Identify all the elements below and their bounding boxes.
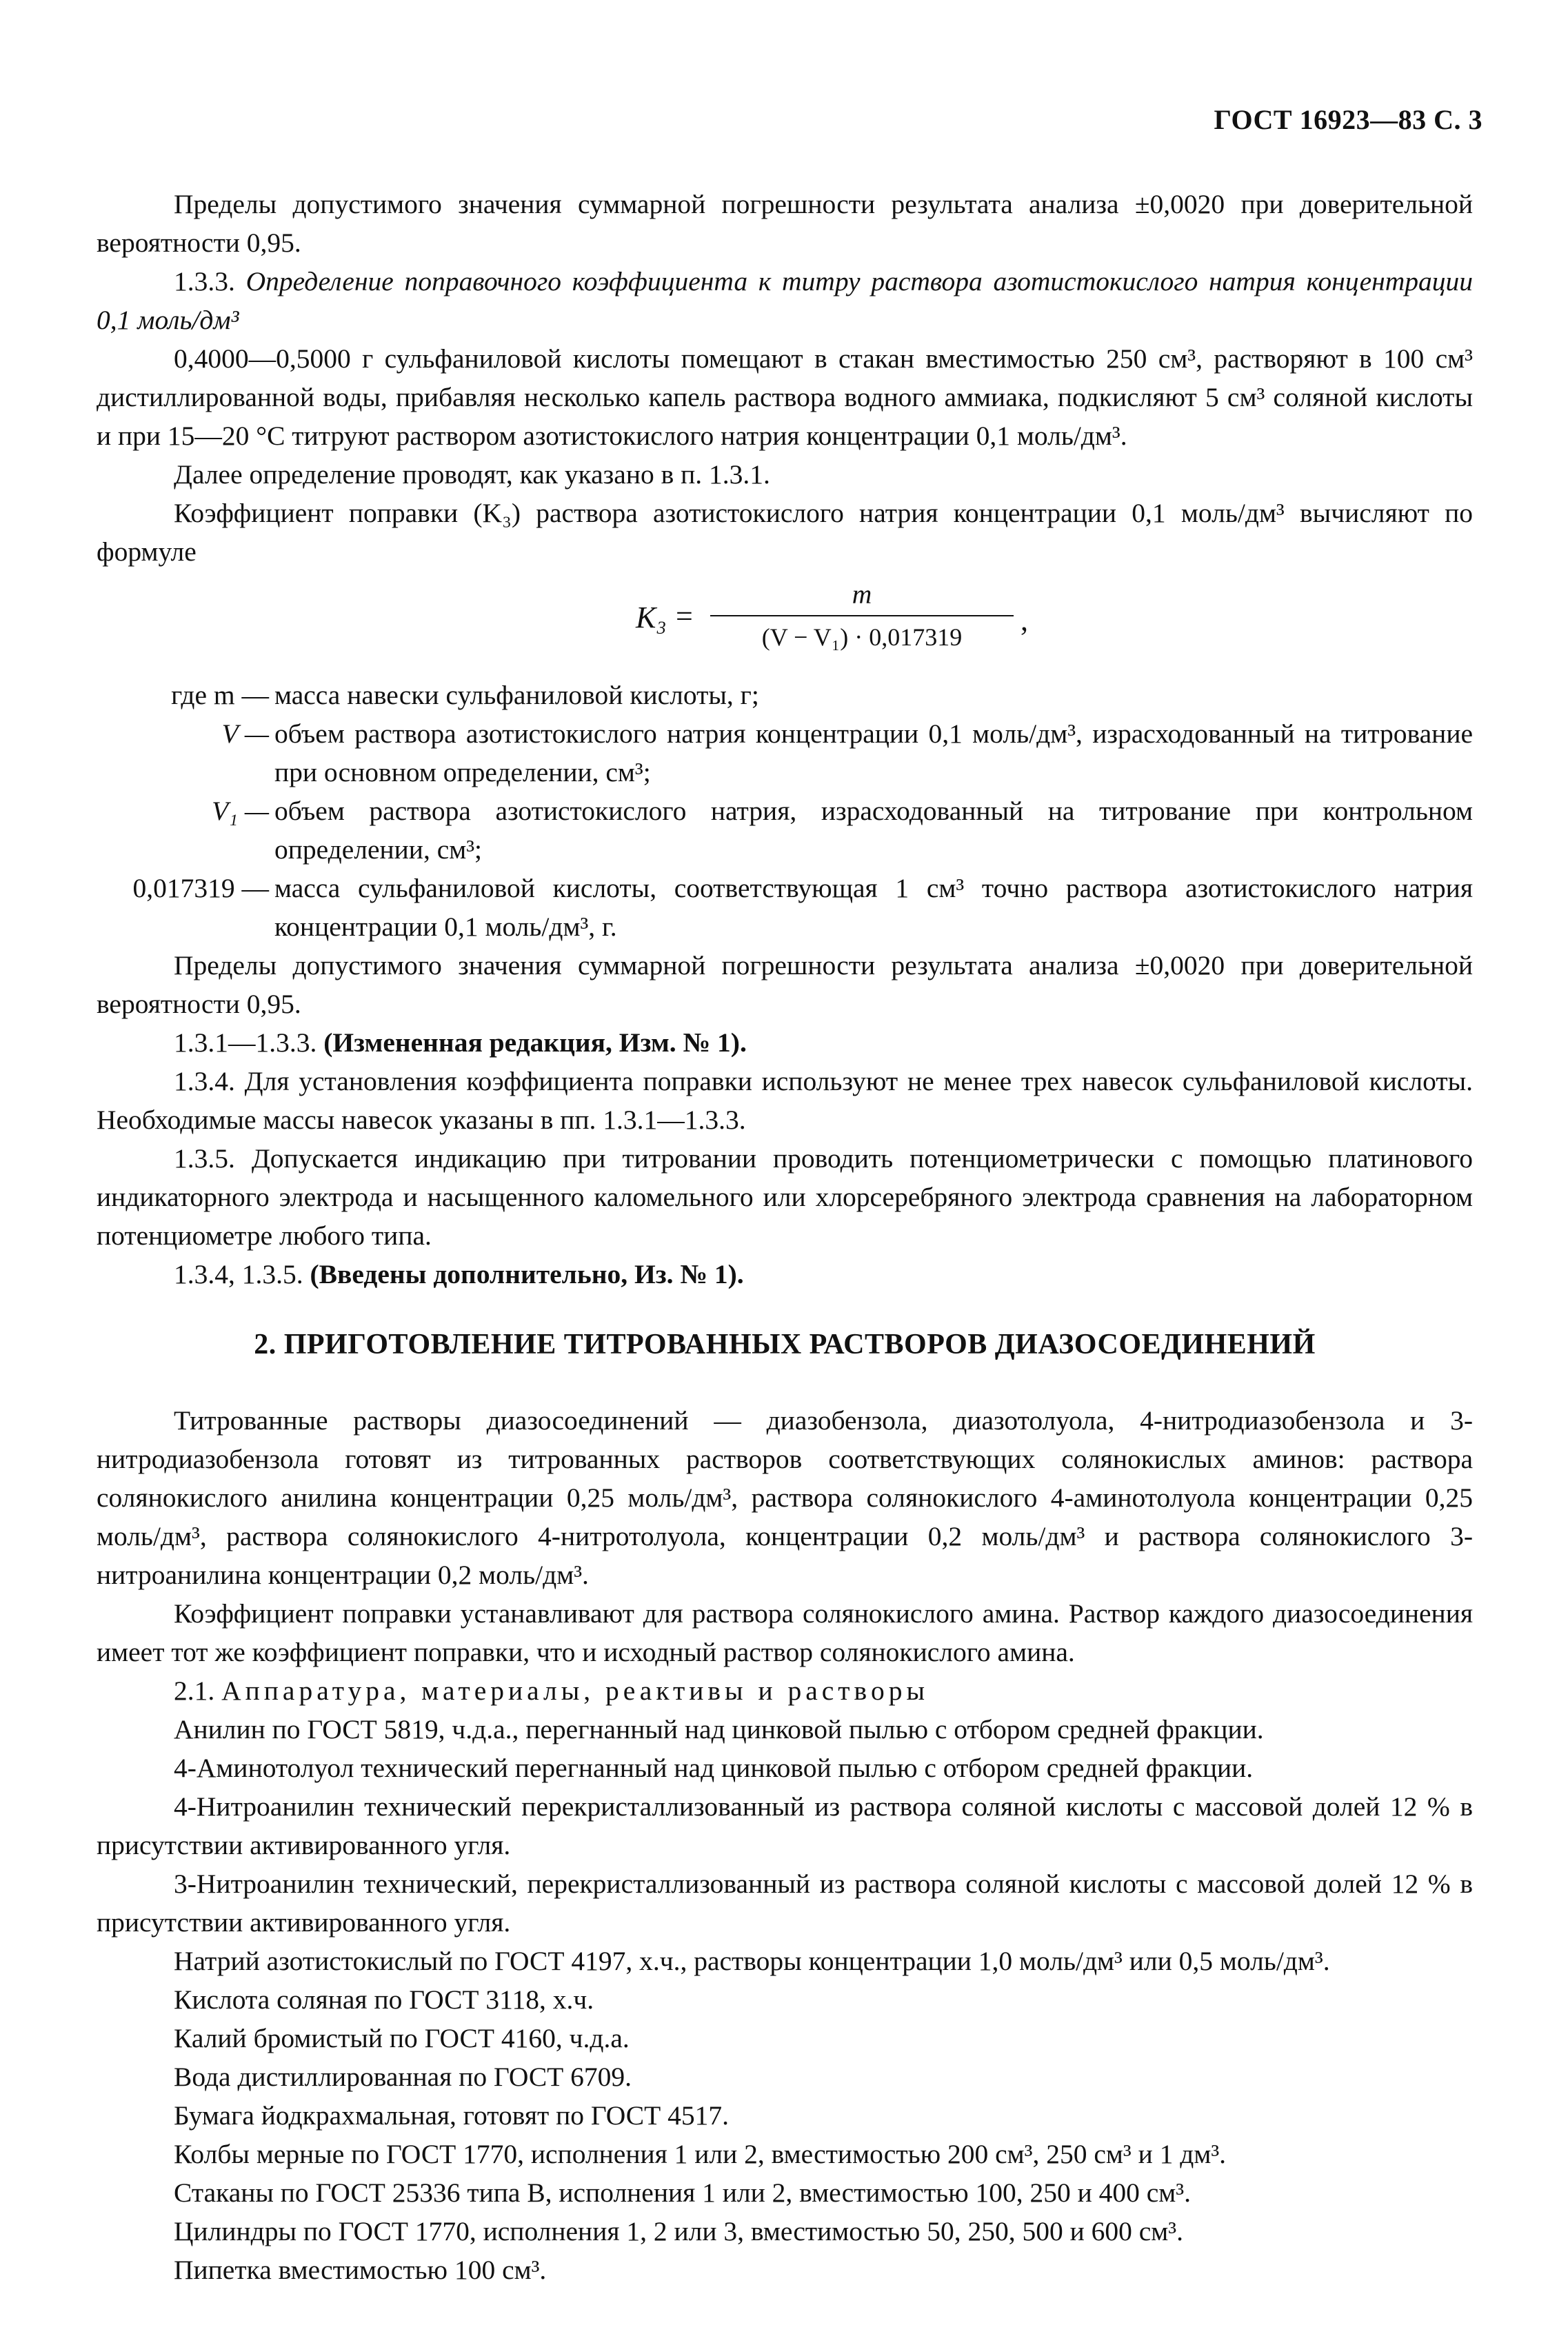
formula-numerator: m bbox=[852, 579, 872, 610]
list-item: Натрий азотистокислый по ГОСТ 4197, х.ч., растворы концентрации 1,0 моль/дм³ или 0,5 моль/дм³. bbox=[174, 1946, 1330, 1976]
amendment-text: (Измененная редакция, Изм. № 1). bbox=[323, 1027, 747, 1058]
document-body bbox=[97, 185, 1473, 2289]
section-1-3-3-heading bbox=[97, 262, 1473, 339]
paragraph-error-limits-2: Пределы допустимого значения суммарной погрешности результата анализа ±0,0020 при доверительной вероятности 0,95. bbox=[97, 950, 1473, 1019]
formula-trailing-comma: , bbox=[1021, 603, 1028, 637]
section-number: 1.3.3. bbox=[174, 266, 235, 296]
list-item: Вода дистиллированная по ГОСТ 6709. bbox=[174, 2062, 632, 2092]
definition-text: объем раствора азотистокислого натрия концентрации 0,1 моль/дм³, израсходованный на титрование при основном определении, см³; bbox=[274, 718, 1473, 787]
list-item: Бумага йодкрахмальная, готовят по ГОСТ 4517. bbox=[174, 2100, 730, 2131]
definition-term: V₁ — bbox=[212, 796, 269, 826]
amendment-ref: 1.3.4, 1.3.5. bbox=[174, 1259, 303, 1289]
amendment-text: (Введены дополнительно, Из. № 1). bbox=[310, 1259, 744, 1289]
section-2-1-heading bbox=[97, 1671, 1473, 1710]
list-item: Цилиндры по ГОСТ 1770, исполнения 1, 2 или 3, вместимостью 50, 250, 500 и 600 см³. bbox=[174, 2216, 1183, 2246]
definition-text: масса навески сульфаниловой кислоты, г; bbox=[274, 680, 759, 710]
section-title: Аппаратура, материалы, реактивы и растворы bbox=[221, 1676, 929, 1706]
formula-fraction bbox=[710, 576, 1014, 655]
paragraph-1-3-5: 1.3.5. Допускается индикацию при титровании проводить потенциометрически с помощью платинового индикаторного электрода и насыщенного каломельного или хлорсеребряного электрода сравнения на лабораторном потенциометре любого типа. bbox=[97, 1143, 1473, 1251]
paragraph-section-2-intro: Титрованные растворы диазосоединений — диазобензола, диазотолуола, 4-нитродиазобензола и 3-нитродиазобензола готовят из титрованных растворов соответствующих солянокислых аминов: раствора солянокислого анилина концентрации 0,25 моль/дм³, раствора солянокислого 4-аминотолуола концентрации 0,25 моль/дм³, раствора солянокислого 4-нитротолуола, концентрации 0,2 моль/дм³ и раствора солянокислого 3-нитроанилина концентрации 0,2 моль/дм³. bbox=[97, 1405, 1473, 1590]
section-title: Определение поправочного коэффициента к титру раствора азотистокислого натрия концентрации 0,1 моль/дм³ bbox=[97, 266, 1474, 335]
section-2-heading: 2. ПРИГОТОВЛЕНИЕ ТИТРОВАННЫХ РАСТВОРОВ ДИАЗОСОЕДИНЕНИЙ bbox=[254, 1329, 1316, 1360]
paragraph-coefficient: Коэффициент поправки (K₃) раствора азотистокислого натрия концентрации 0,1 моль/дм³ вычисляют по формуле bbox=[97, 498, 1473, 567]
paragraph-further: Далее определение проводят, как указано в п. 1.3.1. bbox=[174, 459, 770, 490]
amendment-note-2 bbox=[97, 1255, 1473, 1294]
definitions-list bbox=[97, 676, 1473, 946]
formula-lhs: K₃ bbox=[636, 601, 667, 634]
definition-text: объем раствора азотистокислого натрия, израсходованный на титрование при контрольном определении, см³; bbox=[274, 796, 1473, 865]
section-number: 2.1. bbox=[174, 1676, 215, 1706]
formula-denominator: (V − V₁) · 0,017319 bbox=[761, 623, 963, 651]
definition-row bbox=[97, 869, 1473, 946]
list-item: Анилин по ГОСТ 5819, ч.д.а., перегнанный над цинковой пылью с отбором средней фракции. bbox=[174, 1714, 1264, 1744]
definition-row bbox=[97, 714, 1473, 792]
list-item: Пипетка вместимостью 100 см³. bbox=[174, 2255, 547, 2285]
definition-row bbox=[97, 676, 1473, 714]
materials-list bbox=[97, 1710, 1473, 2289]
amendment-note-1 bbox=[97, 1023, 1473, 1062]
formula-k3 bbox=[97, 576, 1473, 666]
definition-row bbox=[97, 792, 1473, 869]
definition-term: 0,017319 — bbox=[132, 873, 269, 903]
list-item: 4-Нитроанилин технический перекристаллизованный из раствора соляной кислоты с массовой долей 12 % в присутствии активированного угля. bbox=[97, 1791, 1473, 1860]
paragraph-error-limits-1: Пределы допустимого значения суммарной погрешности результата анализа ±0,0020 при доверительной вероятности 0,95. bbox=[97, 189, 1473, 258]
formula-equals: = bbox=[676, 599, 693, 633]
paragraph-1-3-4: 1.3.4. Для установления коэффициента поправки используют не менее трех навесок сульфаниловой кислоты. Необходимые массы навесок указаны в пп. 1.3.1—1.3.3. bbox=[97, 1066, 1473, 1135]
definition-text: масса сульфаниловой кислоты, соответствующая 1 см³ точно раствора азотистокислого натрия концентрации 0,1 моль/дм³, г. bbox=[274, 873, 1473, 942]
list-item: Кислота соляная по ГОСТ 3118, х.ч. bbox=[174, 1984, 594, 2015]
definition-term: где m — bbox=[171, 680, 269, 710]
list-item: 3-Нитроанилин технический, перекристаллизованный из раствора соляной кислоты с массовой долей 12 % в присутствии активированного угля. bbox=[97, 1869, 1473, 1938]
paragraph-section-2-coefficient: Коэффициент поправки устанавливают для раствора солянокислого амина. Раствор каждого диазосоединения имеет тот же коэффициент поправки, что и исходный раствор солянокислого амина. bbox=[97, 1598, 1473, 1667]
amendment-ref: 1.3.1—1.3.3. bbox=[174, 1027, 317, 1058]
list-item: 4-Аминотолуол технический перегнанный над цинковой пылью с отбором средней фракции. bbox=[174, 1753, 1254, 1783]
list-item: Калий бромистый по ГОСТ 4160, ч.д.а. bbox=[174, 2023, 630, 2053]
definition-term: V — bbox=[221, 718, 269, 749]
list-item: Стаканы по ГОСТ 25336 типа В, исполнения 1 или 2, вместимостью 100, 250 и 400 см³. bbox=[174, 2177, 1192, 2208]
paragraph-procedure: 0,4000—0,5000 г сульфаниловой кислоты помещают в стакан вместимостью 250 см³, растворяют в 100 см³ дистиллированной воды, прибавляя несколько капель раствора водного аммиака, подкисляют 5 см³ соляной кислоты и при 15—20 °С титруют раствором азотистокислого натрия концентрации 0,1 моль/дм³. bbox=[97, 343, 1473, 451]
fraction-bar bbox=[710, 615, 1014, 616]
page-header: ГОСТ 16923—83 С. 3 bbox=[1214, 104, 1482, 135]
list-item: Колбы мерные по ГОСТ 1770, исполнения 1 или 2, вместимостью 200 см³, 250 см³ и 1 дм³. bbox=[174, 2139, 1227, 2169]
